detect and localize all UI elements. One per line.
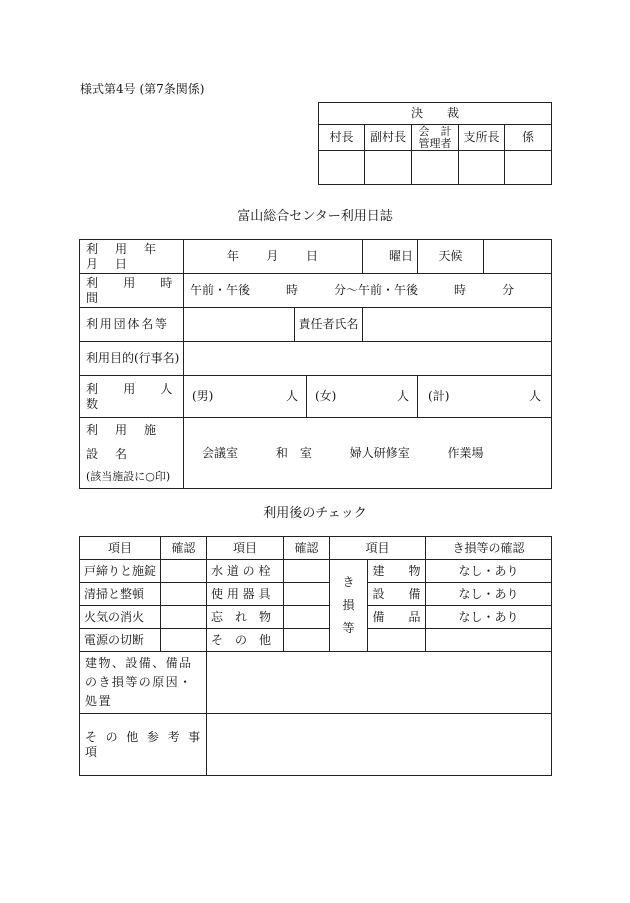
check-confirm-forgotten[interactable]: [284, 606, 330, 629]
approval-stamp-branch-chief[interactable]: [459, 151, 505, 185]
approval-col-branch-chief: 支所長: [459, 125, 505, 151]
total-unit: 人: [529, 389, 542, 404]
page-title: 富山総合センター利用日誌: [237, 209, 393, 224]
approval-stamp-clerk[interactable]: [505, 151, 552, 185]
total-count-field[interactable]: [418, 376, 552, 418]
col-item-2: 項目: [207, 537, 284, 560]
facility-women-training-room[interactable]: 婦人研修室: [349, 445, 410, 460]
col-item-3: 項目: [330, 537, 426, 560]
col-damage-confirm: き損等の確認: [426, 537, 552, 560]
approval-col-mayor: 村長: [319, 125, 365, 151]
check-title: 利用後のチェック: [263, 506, 367, 521]
facility-label-line2: (該当施設に○印): [86, 470, 171, 483]
check-item-water: 水 道 の 栓: [207, 560, 284, 583]
facility-options: [184, 418, 552, 489]
damage-status-building[interactable]: なし・あり: [426, 560, 552, 583]
approval-stamp-mayor[interactable]: [319, 151, 365, 185]
check-confirm-other[interactable]: [284, 629, 330, 652]
facility-japanese-room[interactable]: 和 室: [275, 445, 312, 460]
date-label: 利 用 年 月 日: [80, 240, 184, 274]
damage-status-blank[interactable]: [426, 629, 552, 652]
col-item-1: 項目: [80, 537, 161, 560]
group-field[interactable]: [184, 308, 295, 342]
damage-label-char-3: 等: [342, 620, 355, 635]
check-confirm-power[interactable]: [161, 629, 207, 652]
check-item-forgotten: 忘 れ 物: [207, 606, 284, 629]
form-number: 様式第4号 (第7条関係): [80, 82, 205, 96]
check-item-fire: 火気の消火: [80, 606, 161, 629]
usage-table: [79, 239, 552, 489]
col-confirm-2: 確認: [284, 537, 330, 560]
check-confirm-equipment[interactable]: [284, 583, 330, 606]
check-item-clean: 清掃と整頓: [80, 583, 161, 606]
damage-item-building: 建 物: [368, 560, 426, 583]
col-confirm-1: 確認: [161, 537, 207, 560]
facility-label: [80, 418, 184, 489]
other-label: そ の 他 参 考 事 項: [80, 714, 207, 776]
female-unit: 人: [397, 389, 410, 404]
facility-label-line1: 利 用 施 設 名: [86, 423, 163, 461]
damage-status-facility[interactable]: なし・あり: [426, 583, 552, 606]
facility-meeting-room[interactable]: 会議室: [202, 445, 239, 460]
count-label: 利 用 人 数: [80, 376, 184, 418]
cause-field[interactable]: [207, 652, 552, 714]
check-item-power: 電源の切断: [80, 629, 161, 652]
date-field[interactable]: 年 月 日: [184, 240, 363, 274]
approval-col-deputy-mayor: 副村長: [365, 125, 412, 151]
purpose-label: 利用目的(行事名): [80, 342, 184, 376]
check-item-other: そ の 他: [207, 629, 284, 652]
damage-item-fixtures: 備 品: [368, 606, 426, 629]
damage-status-fixtures[interactable]: なし・あり: [426, 606, 552, 629]
damage-label-char-1: き: [342, 575, 355, 590]
time-field[interactable]: 午前・午後 時 分～午前・午後 時 分: [184, 274, 552, 308]
responsible-label: 責任者氏名: [295, 308, 363, 342]
damage-label: [330, 560, 368, 652]
purpose-field[interactable]: [184, 342, 552, 376]
check-item-equipment: 使 用 器 具: [207, 583, 284, 606]
female-label: (女): [315, 389, 337, 404]
other-field[interactable]: [207, 714, 552, 776]
check-confirm-fire[interactable]: [161, 606, 207, 629]
approval-header: 決 裁: [319, 103, 552, 125]
group-label: 利用団体名等: [80, 308, 184, 342]
approval-stamp-deputy-mayor[interactable]: [365, 151, 412, 185]
check-confirm-lock[interactable]: [161, 560, 207, 583]
male-unit: 人: [285, 389, 298, 404]
approval-stamp-accountant[interactable]: [412, 151, 459, 185]
time-label: 利 用 時 間: [80, 274, 184, 308]
cause-label: 建物、設備、備品のき損等の原因・処置: [80, 652, 207, 714]
approval-table: [318, 102, 552, 185]
weekday-field[interactable]: 曜日: [363, 240, 418, 274]
weather-label: 天候: [418, 240, 484, 274]
approval-col-accountant: 会 計 管理者: [412, 125, 459, 151]
total-label: (計): [428, 389, 450, 404]
check-confirm-water[interactable]: [284, 560, 330, 583]
male-count-field[interactable]: [184, 376, 307, 418]
damage-item-blank[interactable]: [368, 629, 426, 652]
approval-col-clerk: 係: [505, 125, 552, 151]
damage-label-char-2: 損: [342, 598, 355, 613]
check-item-lock: 戸締りと施錠: [80, 560, 161, 583]
facility-workshop[interactable]: 作業場: [447, 445, 484, 460]
weather-field[interactable]: [484, 240, 552, 274]
check-confirm-clean[interactable]: [161, 583, 207, 606]
male-label: (男): [192, 389, 214, 404]
damage-item-facility: 設 備: [368, 583, 426, 606]
responsible-field[interactable]: [363, 308, 552, 342]
check-table: [79, 536, 552, 776]
female-count-field[interactable]: [307, 376, 418, 418]
